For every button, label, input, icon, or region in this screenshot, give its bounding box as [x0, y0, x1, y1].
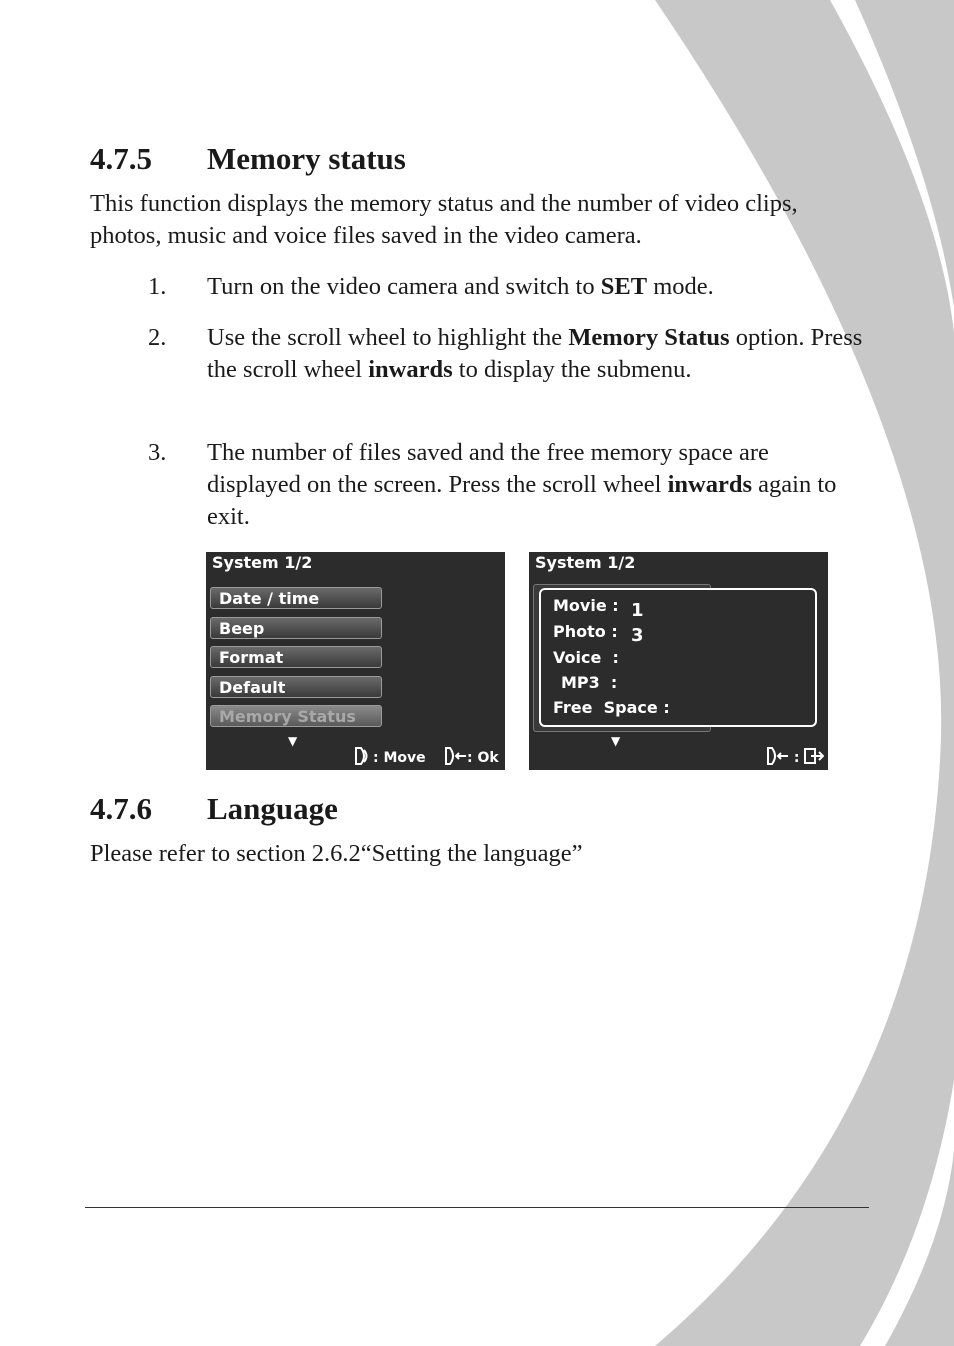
- language-paragraph: Please refer to section 2.6.2“Setting the language”: [90, 840, 583, 867]
- menu-item-memory-status[interactable]: Memory Status: [210, 705, 382, 727]
- section-number: 4.7.5: [90, 141, 152, 176]
- footer-rule: [85, 1207, 869, 1208]
- section-heading-language: [90, 791, 338, 827]
- scroll-down-arrow-icon: ▼: [611, 734, 621, 748]
- exit-icon: [804, 747, 824, 765]
- value-movie: 1: [631, 600, 644, 621]
- screen-title: System 1/2: [535, 553, 636, 572]
- section-title: Memory status: [207, 141, 406, 176]
- section-title: Language: [207, 791, 338, 826]
- scroll-down-arrow-icon: ▼: [288, 734, 298, 748]
- hint-move: [353, 746, 426, 766]
- step-text: Use the scroll wheel to highlight the Memory Status option. Press the scroll wheel inwards to display the submenu.: [207, 324, 863, 383]
- intro-paragraph: This function displays the memory status and the number of video clips, photos, music and voice files saved in the video camera.: [90, 190, 798, 249]
- step-text: Turn on the video camera and switch to SET mode.: [207, 273, 714, 300]
- camera-screen-memory-status: [529, 552, 828, 770]
- step-number: 3.: [148, 439, 167, 466]
- label-mp3: MP3 :: [561, 673, 618, 692]
- scroll-wheel-icon: [353, 746, 373, 766]
- step-text: The number of files saved and the free memory space are displayed on the screen. Press the scroll wheel inwards again to exit.: [207, 439, 837, 530]
- screen-title: System 1/2: [212, 553, 313, 572]
- section-number: 4.7.6: [90, 791, 152, 826]
- hint-move-label: : Move: [373, 750, 426, 766]
- hint-ok: [443, 746, 499, 766]
- label-voice: Voice :: [553, 648, 619, 667]
- menu-item-beep[interactable]: Beep: [210, 617, 382, 639]
- press-wheel-icon: [443, 746, 467, 766]
- label-photo: Photo :: [553, 622, 618, 641]
- press-wheel-icon: [765, 746, 789, 766]
- step-number: 1.: [148, 273, 167, 300]
- section-heading-memory-status: [90, 141, 406, 177]
- menu-item-date-time[interactable]: Date / time: [210, 587, 382, 609]
- hint-ok-label: : Ok: [467, 750, 499, 766]
- label-movie: Movie :: [553, 596, 619, 615]
- label-free-space: Free Space :: [553, 698, 670, 717]
- memory-status-popup: [539, 588, 817, 727]
- value-photo: 3: [631, 625, 644, 646]
- menu-item-format[interactable]: Format: [210, 646, 382, 668]
- hint-exit: :: [765, 746, 824, 766]
- camera-screen-system-menu: [206, 552, 505, 770]
- step-number: 2.: [148, 324, 167, 351]
- menu-item-default[interactable]: Default: [210, 676, 382, 698]
